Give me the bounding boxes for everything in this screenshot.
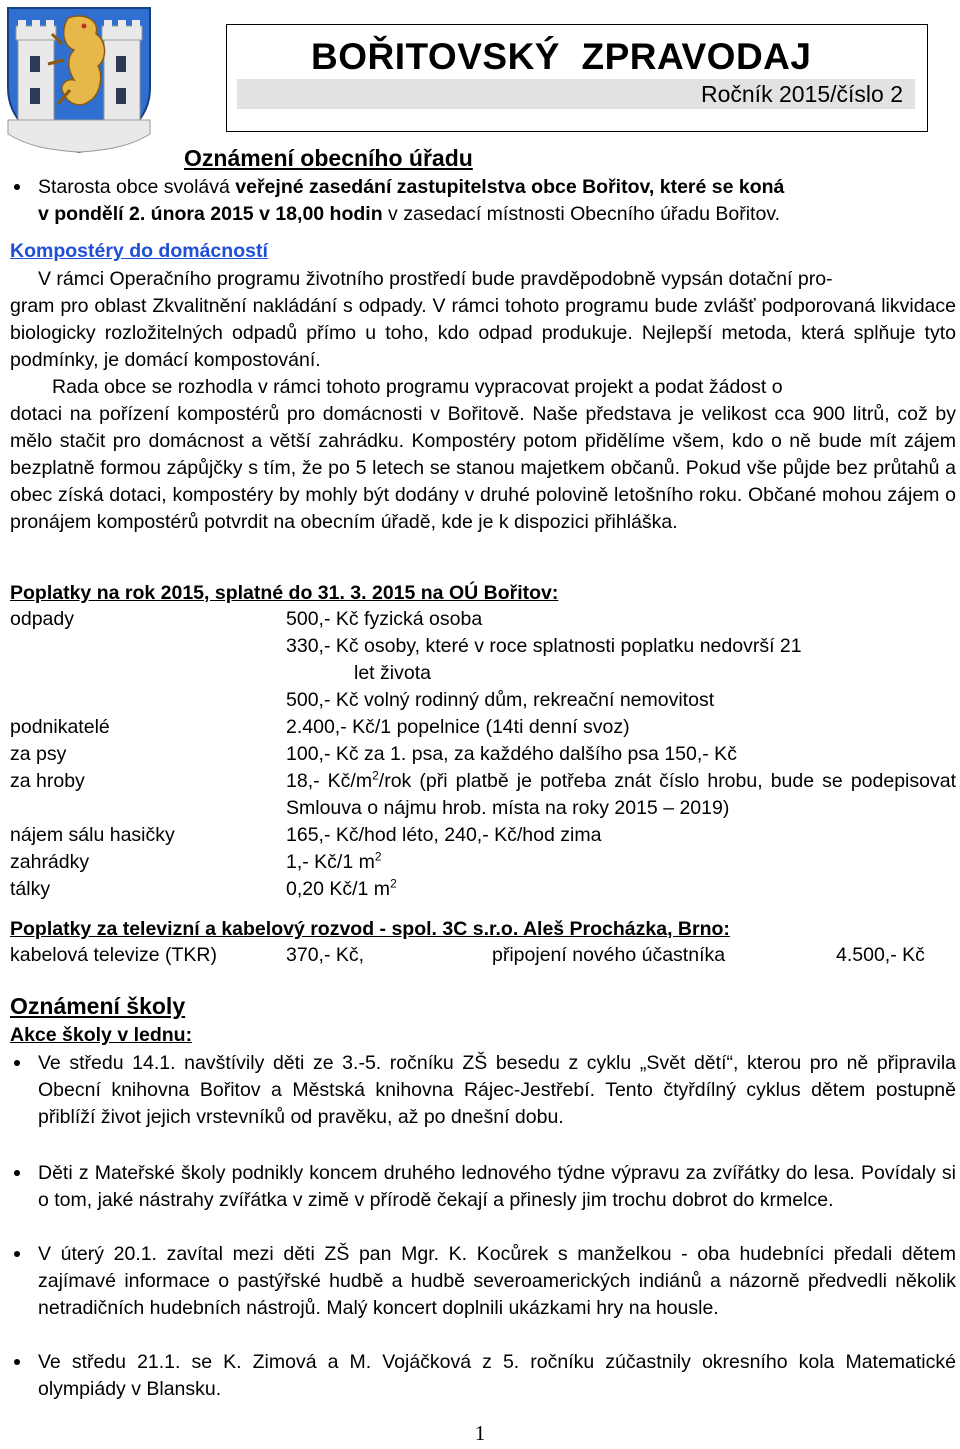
bullet-icon: [14, 1359, 20, 1365]
tv-connect-label: připojení nového účastníka: [492, 944, 726, 966]
fee-value: 500,- Kč fyzická osoba: [286, 608, 483, 630]
fee-value: 1,- Kč/1 $m^2$: [286, 849, 382, 873]
fee-label: za psy: [10, 743, 67, 765]
tv-connect-price: 4.500,- Kč: [836, 944, 925, 966]
fee-row-sal: [10, 822, 956, 849]
compost-paragraph-2-first: Rada obce se rozhodla v rámci tohoto programu vypracovat projekt a podat žádost o: [52, 376, 783, 398]
meeting-text-post: v zasedací místnosti Obecního úřadu Bořitov.: [382, 203, 781, 225]
school-item: Ve středu 21.1. se K. Zimová a M. Vojáčková z 5. ročníku zúčastnily okresního kola Matematické olympiády v Blansku.: [38, 1351, 956, 1400]
section-heading-school: Oznámení školy: [10, 993, 186, 1019]
newsletter-title: BOŘITOVSKÝ ZPRAVODAJ: [311, 36, 812, 77]
fee-value: 100,- Kč za 1. psa, za každého dalšího psa 150,- Kč: [286, 743, 737, 765]
fee-row-odpady-2: [10, 633, 956, 660]
fee-value: 2.400,- Kč/1 popelnice (14ti denní svoz): [286, 716, 630, 738]
fees-heading: Poplatky na rok 2015, splatné do 31. 3. 2015 na OÚ Bořitov:: [10, 582, 559, 604]
fee-row-talky: [10, 876, 956, 903]
municipal-coat-of-arms: [4, 4, 154, 154]
fee-row-zahradky: [10, 849, 956, 876]
fee-label: podnikatelé: [10, 716, 110, 738]
tv-price: 370,- Kč,: [286, 944, 365, 966]
issue-subtitle: Ročník 2015/číslo 2: [700, 81, 903, 107]
meeting-text-bold: veřejné zasedání zastupitelstva obce Bořitov, které se koná: [235, 176, 785, 198]
fee-value: 0,20 Kč/1 $m^2$: [286, 876, 397, 900]
subtitle-bar: [237, 79, 915, 109]
tv-label: kabelová televize (TKR): [10, 944, 217, 966]
bullet-icon: [14, 1060, 20, 1066]
school-item: Děti z Mateřské školy podnikly koncem druhého lednového týdne výpravu za zvířátky do lesa. Povídaly si o tom, jaké nástrahy zvířátka v zimě v přírodě čekají a přinesly jim trochu dobrot do krmelce.: [38, 1162, 956, 1211]
compost-heading: Kompostéry do domácností: [10, 240, 268, 262]
meeting-text-pre: Starosta obce svolává: [38, 176, 236, 198]
fee-label: za hroby: [10, 770, 85, 792]
fee-row-podnikatele: [10, 714, 956, 741]
tv-fee-row: [10, 942, 956, 969]
school-item: Ve středu 14.1. navštívily děti ze 3.-5. ročníku ZŠ besedu z cyklu „Svět dětí“, kterou pro ně připravila Obecní knihovna Bořitov a Městská knihovna Rájec-Jestřebí. Tento čtyřdílný cyklus dětem postupně přiblíží život jejich vrstevníků od pravěku, až po dnešní dobu.: [38, 1052, 956, 1128]
section-heading-municipal: Oznámení obecního úřadu: [184, 145, 473, 171]
fee-row-odpady-3: [10, 687, 956, 714]
fee-value: 165,- Kč/hod léto, 240,- Kč/hod zima: [286, 824, 602, 846]
bullet-icon: [14, 1251, 20, 1257]
fee-label: nájem sálu hasičky: [10, 824, 175, 846]
fee-label: zahrádky: [10, 851, 90, 873]
bullet-icon: [14, 1170, 20, 1176]
meeting-date: v pondělí 2. února 2015 v 18,00 hodin: [38, 203, 383, 225]
compost-paragraph-1-line1: V rámci Operačního programu životního prostředí bude pravděpodobně vypsán dotační pro-: [38, 268, 833, 290]
school-item: V úterý 20.1. zavítal mezi děti ZŠ pan Mgr. K. Kocůrek s manželkou - oba hudebníci předali dětem zajímavé informace o pastýřské hudbě a hudbě severoamerických indiánů a názorně předvedli několik netradičních hudebních nástrojů. Malý koncert doplnili ukázkami hry na housle.: [38, 1243, 956, 1319]
compost-paragraph-2: dotaci na pořízení kompostérů pro domácnosti v Bořitově. Naše představa je velikost cca 900 litrů, což by mělo stačit pro domácnost a větší zahrádku. Kompostéry potom přidělíme všem, kdo o ně bude mít zájem bezplatně formou zápůjčky s tím, že po 5 letech se stanou majetkem občanů. Pokud vše půjde bez průtahů a obec získá dotaci, kompostéry by mohly být dodány v druhé polovině letošního roku. Občané mohou zájem o pronájem kompostérů potvrdit na obecním úřadě, kde je k dispozici přihláška.: [10, 403, 956, 533]
page-number: 1: [474, 1421, 486, 1445]
fee-row-psy: [10, 741, 956, 768]
fee-label: odpady: [10, 608, 74, 630]
fee-row-odpady: [10, 606, 956, 633]
fee-value: 500,- Kč volný rodinný dům, rekreační nemovitost: [286, 689, 715, 711]
newsletter-header: [226, 24, 928, 132]
bullet-icon: [14, 184, 20, 190]
fee-row-odpady-2b: [10, 660, 956, 687]
fee-value: 330,- Kč osoby, které v roce splatnosti poplatku nedovrší 21: [286, 635, 802, 657]
fee-value-hroby: 18,- $Kč/m^2$/rok (při platbě je potřeba znát číslo hrobu, bude se podepisovat Smlouva o nájmu hrob. místa na roky 2015 – 2019): [286, 768, 956, 819]
tv-fees-heading: Poplatky za televizní a kabelový rozvod - spol. 3C s.r.o. Aleš Procházka, Brno:: [10, 918, 730, 940]
compost-paragraph-1: gram pro oblast Zkvalitnění nakládání s odpady. V rámci tohoto programu bude zvlášť podporovaná likvidace biologicky rozložitelných odpadů přímo u toho, kdo odpad produkuje. Nejlepší metoda, která splňuje tyto podmínky, je domácí kompostování.: [10, 295, 956, 371]
school-subheading: Akce školy v lednu:: [10, 1024, 193, 1046]
fee-value: let života: [354, 662, 431, 684]
fee-label: tálky: [10, 878, 51, 900]
meeting-announcement: [38, 174, 956, 228]
